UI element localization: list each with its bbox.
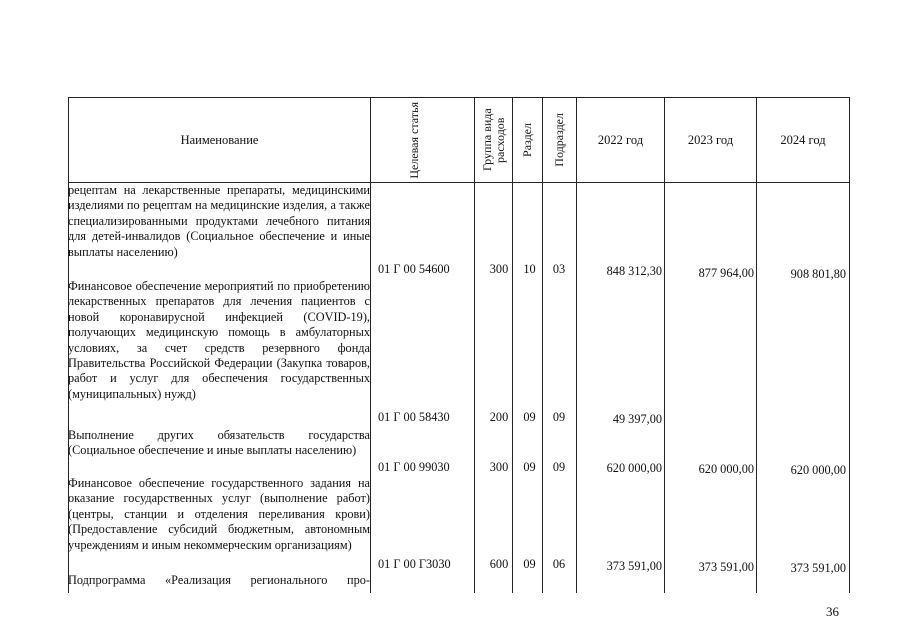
table-header [68,97,850,183]
row-subsection: 09 [552,460,566,474]
row-subsection: 09 [552,410,566,424]
row-year-2022: 49 397,00 [612,412,662,426]
header-year-2023 [665,98,757,182]
table-body [68,183,850,593]
header-expense-group [475,98,513,182]
row-year-2022: 848 312,30 [606,264,662,278]
header-year-2024-label: 2024 год [780,132,826,147]
row-section: 09 [523,410,536,424]
table-row-name: рецептам на лекарственные препараты, медицинскими изделиями по рецептам на медицинские изделия, а также специализированными продуктами лечебного питания для детей-инвалидов (Социальное обеспечение и иные выплаты населению) [68,183,370,259]
row-target-article: 01 Г 00 58430 [378,410,450,424]
header-expense-group-label: Группа вида расходов [479,108,507,172]
row-year-2024: 373 591,00 [790,561,846,575]
table-row-name: Финансовое обеспечение мероприятий по приобретению лекарственных препаратов для лечения пациентов с новой коронавирусной инфекцией (COVID-19), получающих медицинскую помощь в амбулаторных условиях, за счет средств резервного фонда Правительства Российской Федерации (Закупка товаров, работ и услуг для обеспечения государственных (муниципальных) нужд) [68,279,370,401]
row-target-article: 01 Г 00 Г3030 [378,557,451,571]
row-year-2022: 620 000,00 [606,461,662,475]
header-subsection [543,98,577,182]
row-subsection: 06 [552,557,566,571]
row-expense-group: 300 [489,460,509,474]
header-name-label: Наименование [180,132,259,147]
header-year-2022-label: 2022 год [597,132,644,147]
row-target-article: 01 Г 00 99030 [378,460,450,474]
row-expense-group: 200 [489,410,509,424]
header-name [69,98,371,182]
table-row-name: Подпрограмма «Реализация регионального про- [68,573,370,587]
row-target-article: 01 Г 00 54600 [378,262,450,276]
header-year-2024 [757,98,849,182]
table-row-name: Финансовое обеспечение государственного задания на оказание государственных услуг (выполнение работ) (центры, станции и отделения переливания крови) (Предоставление субсидий бюджетным, автономным учреждениям и иным некоммерческим организациям) [68,476,370,552]
row-section: 09 [523,557,536,571]
row-year-2023: 373 591,00 [698,560,754,574]
header-target-article [371,98,475,182]
row-section: 10 [523,262,536,276]
header-subsection-label: Подраздел [552,113,566,167]
row-expense-group: 300 [489,262,509,276]
page-number: 36 [826,604,839,619]
row-subsection: 03 [552,262,566,276]
header-section-label: Раздел [520,123,534,157]
row-year-2024: 620 000,00 [790,463,846,477]
header-year-2023-label: 2023 год [687,132,734,147]
header-section [513,98,543,182]
row-year-2023: 620 000,00 [698,462,754,476]
row-year-2022: 373 591,00 [606,559,662,573]
header-target-article-label: Целевая статья [406,101,421,179]
row-section: 09 [523,460,536,474]
row-year-2024: 908 801,80 [790,267,846,281]
row-year-2023: 877 964,00 [698,266,754,280]
row-expense-group: 600 [489,557,509,571]
table-row-name: Выполнение других обязательств государства (Социальное обеспечение и иные выплаты населению) [68,428,370,458]
header-year-2022 [577,98,665,182]
